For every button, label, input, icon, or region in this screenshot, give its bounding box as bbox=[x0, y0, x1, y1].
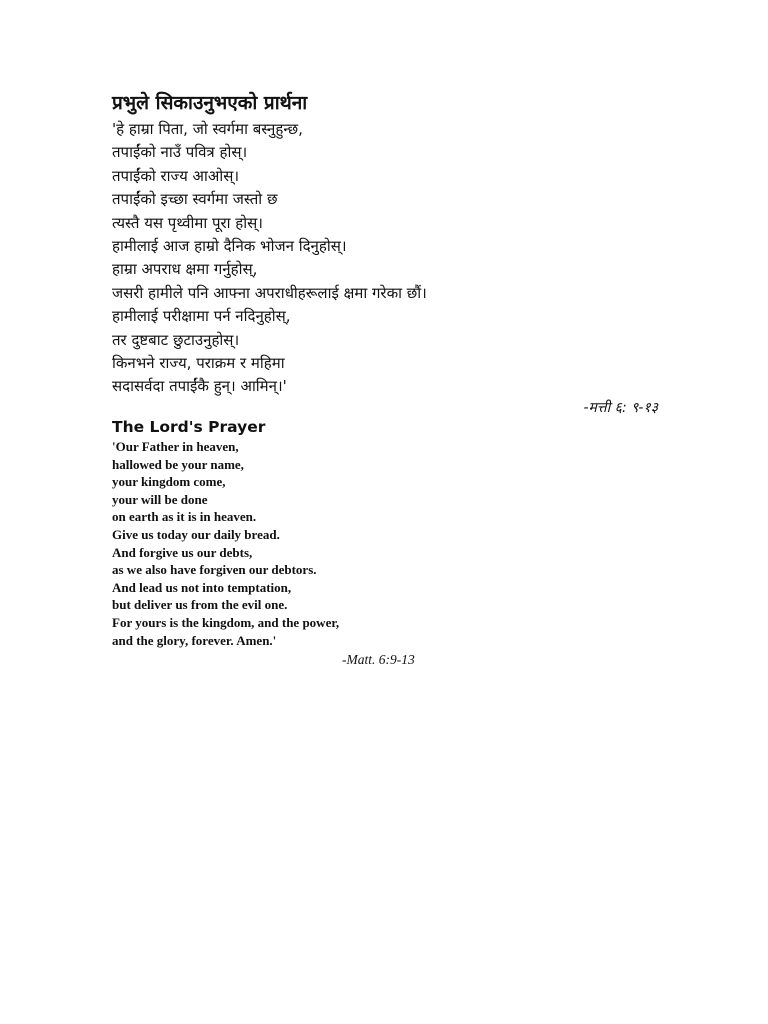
nepali-prayer-line: तपाईंको नाउँ पवित्र होस्। bbox=[112, 143, 248, 162]
english-prayer-line: For yours is the kingdom, and the power, bbox=[112, 614, 340, 630]
nepali-prayer-line: 'हे हाम्रा पिता, जो स्वर्गमा बस्नुहुन्छ, bbox=[112, 120, 303, 138]
english-prayer-line: on earth as it is in heaven. bbox=[112, 509, 257, 525]
nepali-prayer-line: सदासर्वदा तपाईंकै हुन्। आमिन्।' bbox=[112, 377, 287, 396]
english-prayer-line: And lead us not into temptation, bbox=[112, 579, 292, 595]
english-prayer-title: The Lord's Prayer bbox=[112, 418, 266, 436]
nepali-prayer-title: प्रभुले सिकाउनुभएको प्रार्थना bbox=[112, 92, 308, 114]
nepali-prayer-line: तपाईंको राज्य आओस्। bbox=[112, 166, 240, 185]
english-scripture-reference: -Matt. 6:9-13 bbox=[342, 652, 415, 667]
nepali-prayer-line: हाम्रा अपराध क्षमा गर्नुहोस्, bbox=[112, 260, 258, 279]
nepali-prayer-line: तर दुष्टबाट छुटाउनुहोस्। bbox=[112, 330, 240, 349]
english-prayer-line: hallowed be your name, bbox=[112, 456, 244, 472]
english-prayer-line: 'Our Father in heaven, bbox=[112, 439, 239, 454]
nepali-prayer-line: त्यस्तै यस पृथ्वीमा पूरा होस्। bbox=[112, 213, 263, 232]
english-prayer-line: Give us today our daily bread. bbox=[112, 526, 280, 542]
english-prayer-line: And forgive us our debts, bbox=[112, 544, 253, 560]
english-prayer-line: but deliver us from the evil one. bbox=[112, 597, 288, 613]
english-prayer-line: your kingdom come, bbox=[112, 474, 226, 490]
nepali-prayer-line: हामीलाई आज हाम्रो दैनिक भोजन दिनुहोस्। bbox=[112, 236, 347, 255]
nepali-prayer-line: तपाईंको इच्छा स्वर्गमा जस्तो छ bbox=[112, 190, 278, 209]
nepali-scripture-reference: -मत्ती ६: ९-१३ bbox=[583, 400, 658, 416]
english-prayer-text bbox=[112, 438, 339, 649]
nepali-prayer-text bbox=[112, 118, 427, 399]
english-prayer-line: and the glory, forever. Amen.' bbox=[112, 632, 277, 648]
nepali-prayer-line: हामीलाई परीक्षामा पर्न नदिनुहोस्, bbox=[112, 307, 291, 326]
nepali-prayer-line: जसरी हामीले पनि आफ्ना अपराधीहरूलाई क्षमा गरेका छौं। bbox=[112, 283, 427, 302]
english-prayer-line: your will be done bbox=[112, 491, 208, 507]
english-prayer-line: as we also have forgiven our debtors. bbox=[112, 562, 317, 578]
nepali-prayer-line: किनभने राज्य, पराक्रम र महिमा bbox=[112, 353, 285, 372]
